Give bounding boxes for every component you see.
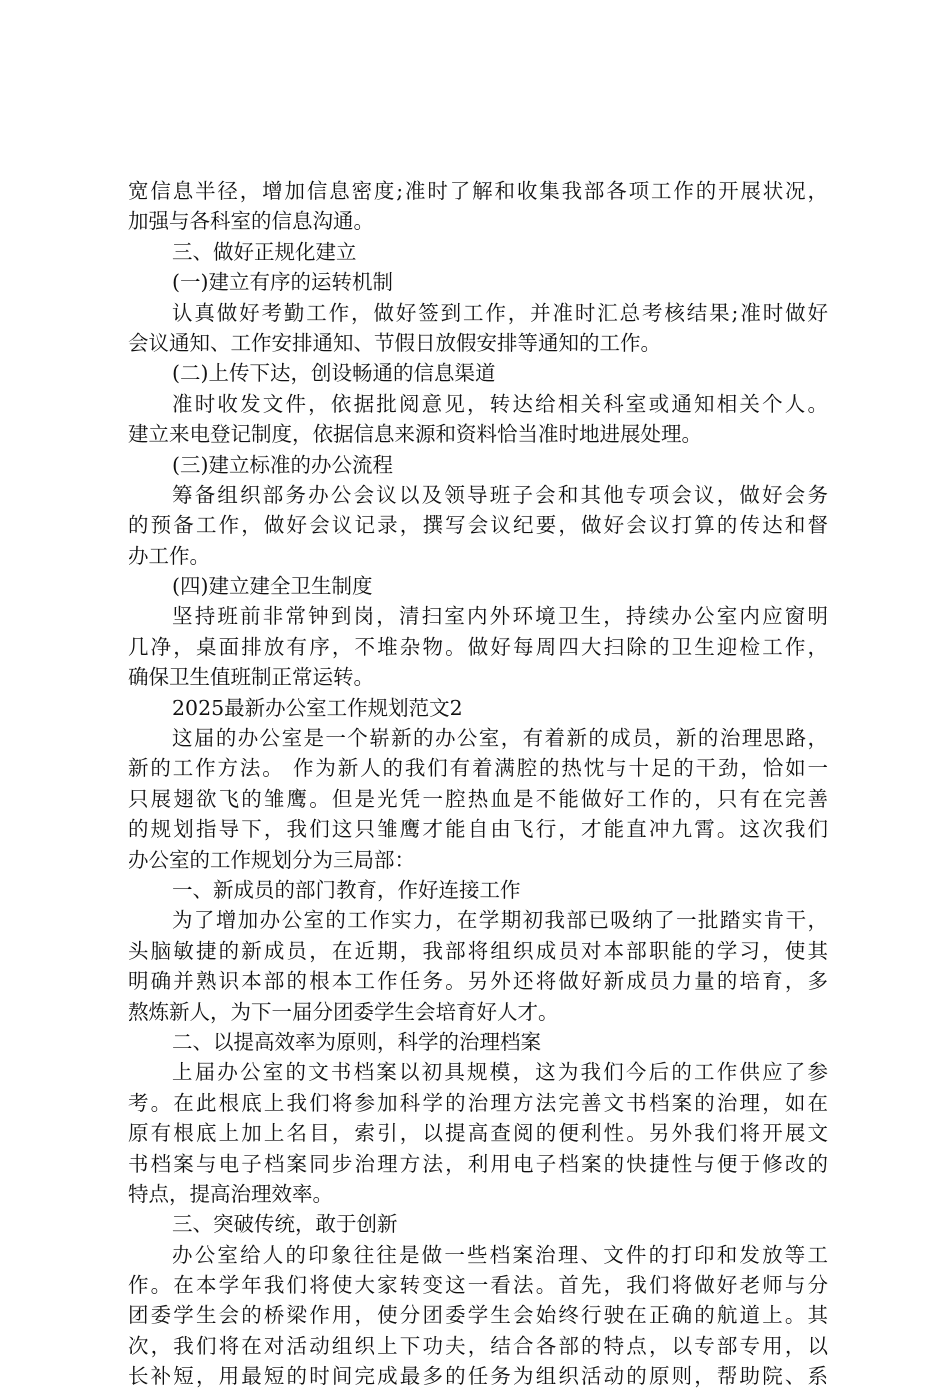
paragraph-line: 办公室给人的印象往往是做一些档案治理、文件的打印和发放等工 bbox=[172, 1242, 828, 1267]
paragraph-line: 新的工作方法。 作为新人的我们有着满腔的热忱与十足的干劲，恰如一 bbox=[128, 756, 828, 781]
paragraph-line: 会议通知、工作安排通知、节假日放假安排等通知的工作。 bbox=[128, 330, 661, 355]
paragraph-line: 这届的办公室是一个崭新的办公室，有着新的成员，新的治理思路， bbox=[172, 726, 828, 751]
section-heading: 三、突破传统，敢于创新 bbox=[172, 1212, 398, 1237]
paragraph-line: 的预备工作，做好会议记录，撰写会议纪要，做好会议打算的传达和督 bbox=[128, 513, 828, 538]
section-heading: 二、以提高效率为原则，科学的治理档案 bbox=[172, 1029, 541, 1054]
paragraph-line: 宽信息半径，增加信息密度;准时了解和收集我部各项工作的开展状况， bbox=[128, 179, 828, 203]
paragraph-line: 准时收发文件，依据批阅意见，转达给相关科室或通知相关个人。 bbox=[172, 391, 828, 416]
paragraph-line: 几净，桌面排放有序，不堆杂物。做好每周四大扫除的卫生迎检工作， bbox=[128, 634, 828, 659]
paragraph-line: 确保卫生值班制正常运转。 bbox=[128, 665, 374, 690]
section-heading: (四)建立建全卫生制度 bbox=[172, 574, 373, 599]
paragraph-line: 次，我们将在对活动组织上下功夫，结合各部的特点，以专部专用，以 bbox=[128, 1333, 828, 1358]
paragraph-line: 熬炼新人，为下一届分团委学生会培育好人才。 bbox=[128, 999, 559, 1024]
paragraph-line: 建立来电登记制度，依据信息来源和资料恰当准时地进展处理。 bbox=[128, 422, 702, 447]
paragraph-line: 的规划指导下，我们这只雏鹰才能自由飞行，才能直冲九霄。这次我们 bbox=[128, 817, 828, 842]
paragraph-line: 明确并熟识本部的根本工作任务。另外还将做好新成员力量的培育，多 bbox=[128, 969, 828, 994]
section-heading: (一)建立有序的运转机制 bbox=[172, 270, 393, 295]
paragraph-line: 头脑敏捷的新成员，在近期，我部将组织成员对本部职能的学习，使其 bbox=[128, 938, 828, 963]
section-heading: (二)上传下达，创设畅通的信息渠道 bbox=[172, 361, 496, 386]
paragraph-line: 认真做好考勤工作，做好签到工作，并准时汇总考核结果;准时做好 bbox=[172, 300, 828, 325]
paragraph-line: 上届办公室的文书档案以初具规模，这为我们今后的工作供应了参 bbox=[172, 1060, 828, 1085]
paragraph-line: 特点，提高治理效率。 bbox=[128, 1181, 333, 1206]
document-body bbox=[128, 176, 828, 1392]
section-heading: (三)建立标准的办公流程 bbox=[172, 452, 393, 477]
paragraph-line: 只展翅欲飞的雏鹰。但是光凭一腔热血是不能做好工作的，只有在完善 bbox=[128, 786, 828, 811]
paragraph-line: 办公室的工作规划分为三局部： bbox=[128, 847, 415, 872]
paragraph-line: 团委学生会的桥梁作用，使分团委学生会始终行驶在正确的航道上。其 bbox=[128, 1303, 828, 1328]
paragraph-line: 原有根底上加上名目，索引，以提高查阅的便利性。另外我们将开展文 bbox=[128, 1121, 828, 1146]
paragraph-line: 筹备组织部务办公会议以及领导班子会和其他专项会议，做好会务 bbox=[172, 482, 828, 507]
section-heading: 一、新成员的部门教育，作好连接工作 bbox=[172, 877, 521, 902]
section-heading: 2025最新办公室工作规划范文2 bbox=[172, 695, 463, 720]
paragraph-line: 作。在本学年我们将使大家转变这一看法。首先，我们将做好老师与分 bbox=[128, 1273, 828, 1298]
paragraph-line: 书档案与电子档案同步治理方法，利用电子档案的快捷性与便于修改的 bbox=[128, 1151, 828, 1176]
paragraph-line: 加强与各科室的信息沟通。 bbox=[128, 209, 374, 234]
paragraph-line: 考。在此根底上我们将参加科学的治理方法完善文书档案的治理，如在 bbox=[128, 1090, 828, 1115]
section-heading: 三、做好正规化建立 bbox=[172, 239, 357, 264]
paragraph-line: 长补短，用最短的时间完成最多的任务为组织活动的原则，帮助院、系 bbox=[128, 1364, 828, 1389]
paragraph-line: 坚持班前非常钟到岗，清扫室内外环境卫生，持续办公室内应窗明 bbox=[172, 604, 828, 629]
paragraph-line: 办工作。 bbox=[128, 543, 210, 568]
paragraph-line: 为了增加办公室的工作实力，在学期初我部已吸纳了一批踏实肯干， bbox=[172, 908, 828, 933]
